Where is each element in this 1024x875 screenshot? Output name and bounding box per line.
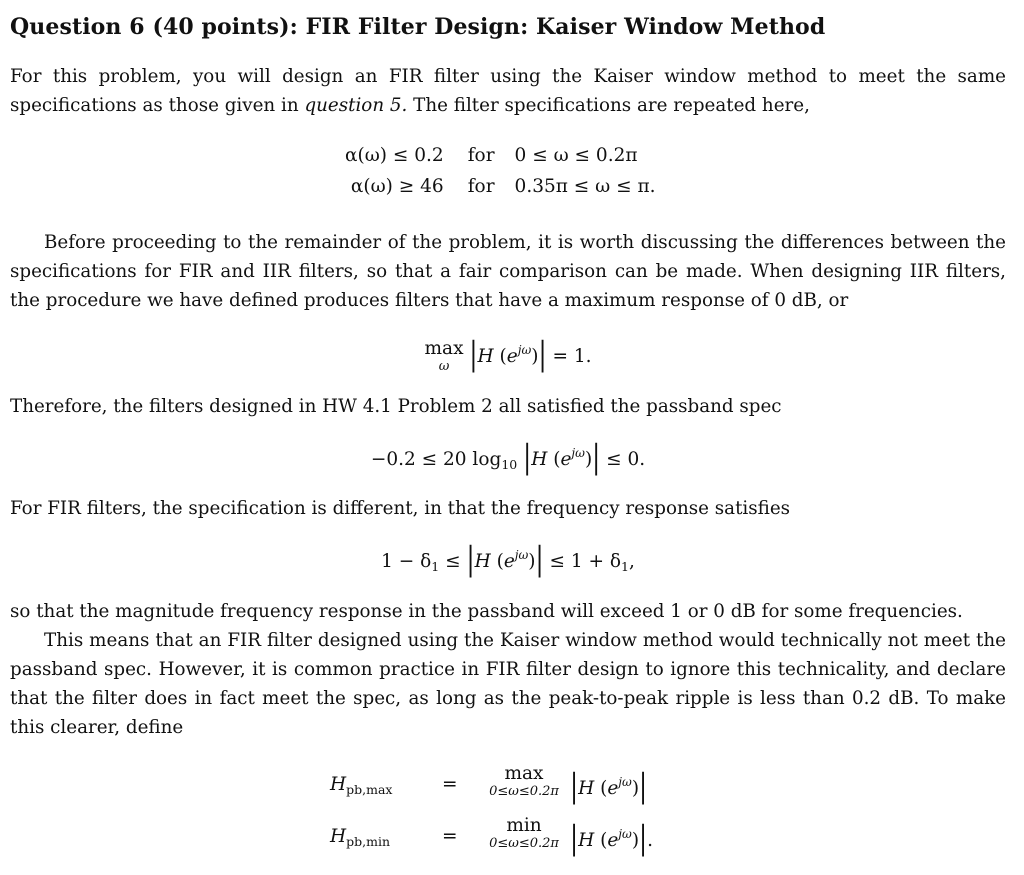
- intro-reference: question 5.: [304, 95, 408, 116]
- magnitude-paragraph: so that the magnitude frequency response in the passband will exceed 1 or 0 dB for some frequencies.: [10, 601, 963, 622]
- intro-text-1: For this problem, you will design an FIR filter using the Kaiser window method to meet the same specifications as those given in: [10, 66, 1006, 116]
- definition-row: $H_{pb,max}$ = max 0≤ω≤0.2π |H $(e^{j\omega})|$: [330, 763, 648, 805]
- spec-row: [337, 171, 664, 202]
- spec-row: [337, 140, 664, 171]
- spec-lhs: α(ω) ≥ 46: [350, 176, 444, 197]
- spec-lhs: α(ω) ≤ 0.2: [345, 145, 444, 166]
- intro-paragraph: [10, 62, 1006, 120]
- max-operator: max ω: [424, 338, 464, 374]
- passband-paragraph: Therefore, the filters designed in HW 4.1 Problem 2 all satisfied the passband spec: [10, 396, 782, 417]
- spec-for: for: [467, 176, 495, 197]
- definition-row: $H_{pb,min}$ = min 0≤ω≤0.2π |H $(e^{j\omega})|$.: [330, 815, 654, 857]
- spec-table: [337, 140, 664, 202]
- kaiser-paragraph: This means that an FIR filter designed using the Kaiser window method would technically not meet the passband spec. However, it is common practice in FIR filter design to ignore this technicality, and declare that the filter does in fact meet the spec, as long as the peak-to-peak ripple is less than 0.2 dB. To make this clearer, define: [10, 630, 1006, 738]
- question-title: Question 6 (40 points): FIR Filter Design: Kaiser Window Method: [10, 14, 826, 40]
- max-equation: max ω |H $(e^{j\omega})| = 1$.: [424, 335, 592, 374]
- spec-range: 0 ≤ ω ≤ 0.2π: [514, 145, 638, 166]
- fir-spec-paragraph: For FIR filters, the specification is different, in that the frequency response satisfies: [10, 498, 791, 519]
- fir-equation: $1 - \delta_1 \le |H$ $(e^{j\omega})| \le 1 + \delta_1$,: [381, 540, 635, 578]
- fir-iir-paragraph: Before proceeding to the remainder of the problem, it is worth discussing the differences between the specifications for FIR and IIR filters, so that a fair comparison can be made. When designing IIR filters, the procedure we have defined produces filters that have a maximum response of 0 dB, or: [10, 232, 1006, 311]
- intro-text-2: The filter specifications are repeated here,: [407, 95, 810, 116]
- spec-range: 0.35π ≤ ω ≤ π.: [514, 176, 656, 197]
- spec-for: for: [467, 145, 495, 166]
- passband-equation: −0.2 ≤ 20 $\log_{10} |H$ $(e^{j\omega})| \le 0$.: [370, 438, 646, 476]
